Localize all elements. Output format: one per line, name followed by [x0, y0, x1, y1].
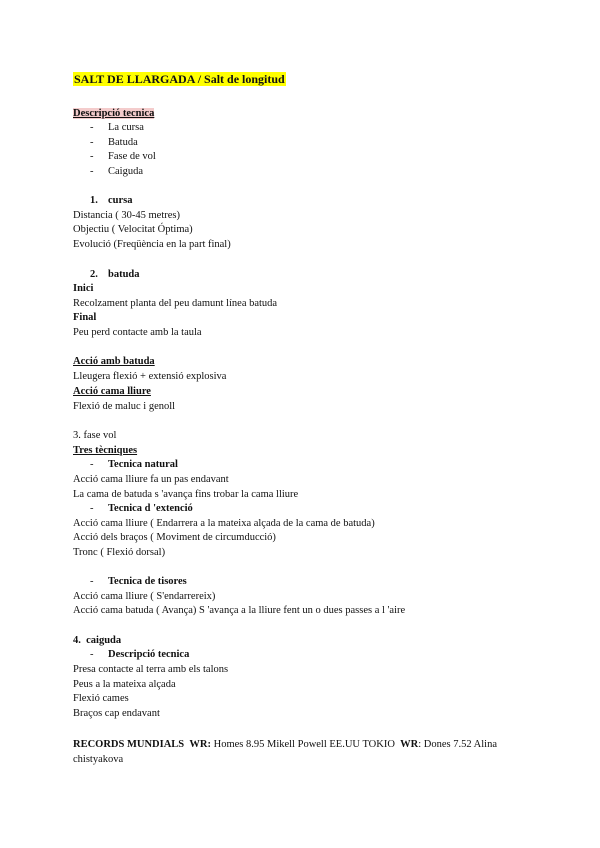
list-bullet: - [90, 137, 94, 148]
cursa-line: Evolució (Freqüència en la part final) [73, 239, 231, 250]
list-item: La cursa [108, 122, 144, 133]
tisores-line: Acció cama lliure ( S'endarrereix) [73, 591, 216, 602]
caiguda-line: Braços cap endavant [73, 708, 160, 719]
tecnica-natural-label: Tecnica natural [108, 459, 178, 470]
extensio-line: Tronc ( Flexió dorsal) [73, 547, 166, 558]
caiguda-descripcio-label: Descripció tecnica [108, 649, 190, 660]
natural-line: La cama de batuda s 'avança fins trobar la cama lliure [73, 489, 299, 500]
list-bullet: - [90, 166, 94, 177]
list-bullet: - [90, 649, 94, 660]
tecnica-extensio-label: Tecnica d 'extenció [108, 503, 193, 514]
list-bullet: - [90, 122, 94, 133]
descripcio-heading: Descripció tecnica [73, 108, 155, 119]
tisores-line: Acció cama batuda ( Avança) S 'avança a la lliure fent un o dues passes a l 'aire [73, 605, 406, 616]
caiguda-line: Presa contacte al terra amb els talons [73, 664, 229, 675]
inici-text: Recolzament planta del peu damunt línea batuda [73, 298, 278, 309]
extensio-line: Acció cama lliure ( Endarrera a la mateixa alçada de la cama de batuda) [73, 518, 375, 529]
list-bullet: - [90, 459, 94, 470]
accio-batuda-label: Acció amb batuda [73, 356, 155, 367]
list-bullet: - [90, 503, 94, 514]
records-line: RECORDS MUNDIALS WR: Homes 8.95 Mikell Powell EE.UU TOKIO WR: Dones 7.52 Alina [73, 739, 498, 750]
accio-batuda-text: Lleugera flexió + extensió explosiva [73, 371, 227, 382]
document-title: SALT DE LLARGADA / Salt de longitud [74, 72, 285, 86]
list-bullet: - [90, 151, 94, 162]
final-label: Final [73, 312, 97, 323]
section-fase-vol-heading: 3. fase vol [73, 430, 117, 441]
section-batuda-heading: 2. batuda [90, 269, 140, 280]
caiguda-line: Peus a la mateixa alçada [73, 679, 176, 690]
list-item: Caiguda [108, 166, 143, 177]
tecnica-tisores-label: Tecnica de tisores [108, 576, 187, 587]
list-item: Batuda [108, 137, 138, 148]
inici-label: Inici [73, 283, 94, 294]
records-continuation: chistyakova [73, 754, 124, 765]
accio-lliure-label: Acció cama lliure [73, 386, 151, 397]
cursa-line: Distancia ( 30-45 metres) [73, 210, 181, 221]
cursa-line: Objectiu ( Velocitat Óptima) [73, 224, 193, 235]
tres-tecniques-label: Tres tècniques [73, 445, 138, 456]
natural-line: Acció cama lliure fa un pas endavant [73, 474, 229, 485]
final-text: Peu perd contacte amb la taula [73, 327, 202, 338]
extensio-line: Acció dels braços ( Moviment de circumducció) [73, 532, 276, 543]
section-caiguda-heading: 4. caiguda [73, 635, 122, 646]
caiguda-line: Flexió cames [73, 693, 129, 704]
section-cursa-heading: 1. cursa [90, 195, 133, 206]
accio-lliure-text: Flexió de maluc i genoll [73, 401, 176, 412]
list-item: Fase de vol [108, 151, 156, 162]
list-bullet: - [90, 576, 94, 587]
